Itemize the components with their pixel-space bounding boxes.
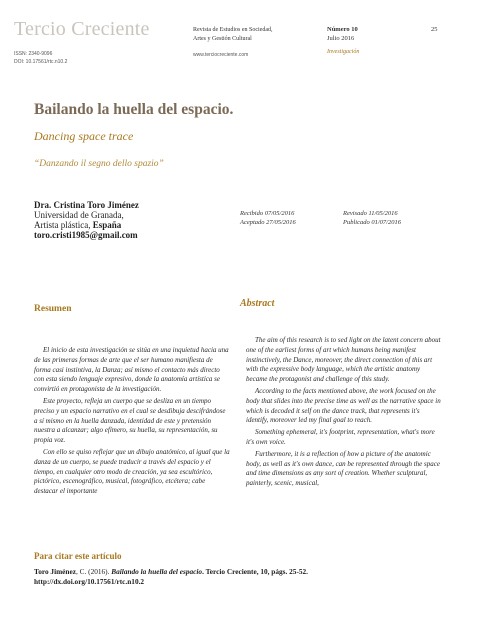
abstract-paragraph: According to the facts mentioned above, the work focused on the body that slides into the precise time as well as the narrative space in which is decoded it self on the dance track, that represents it's identify, moreover led my final goal to reach. <box>246 386 441 425</box>
journal-subtitle <box>193 26 273 43</box>
journal-identifiers <box>14 50 67 66</box>
issn: ISSN: 2340-9096 <box>14 51 53 57</box>
article-title-en: Dancing space trace <box>34 129 134 143</box>
citation-rest: . Tercio Creciente, 10, págs. 25-52. <box>202 567 308 576</box>
date-published: Publicado 01/07/2016 <box>343 219 401 226</box>
resumen-paragraph: El inicio de esta investigación se sitúa en una inquietud hacia una de las primeras formas de arte que el ser humano manifiesta de forma casi instintiva, la Danza; así mismo el contacto más directo con esta siendo lenguaje expresivo, donde la anatomía artística se convirtió en protagonista de la investigación. <box>34 346 229 394</box>
author-name: Dra. Cristina Toro Jiménez <box>34 200 139 210</box>
abstract-paragraph: Furthermore, it is a reflection of how a picture of the anatomic body, as well as it's own dance, can be represented through the space and time dimensions as any sort of creation. Whether sculptural, painterly, scenic, musical, <box>246 449 440 488</box>
resumen-paragraph: Este proyecto, refleja un cuerpo que se desliza en un tiempo preciso y un espacio narrativo en el cual se desdibuja descifrándose a sí mismo en la huella danzada, identidad de este y pretensión nuestra a alcanzar; algo efímero, su huella, su representación, su propia voz. <box>34 396 226 445</box>
author-role: Artista plástica, <box>34 220 91 230</box>
author-email[interactable]: toro.cristi1985@gmail.com <box>34 230 138 240</box>
author-university: Universidad de Granada, <box>34 210 124 220</box>
issue-number: Número 10 <box>327 26 358 33</box>
issue-info <box>327 26 358 43</box>
author-role-line <box>34 220 139 230</box>
abstract-body <box>246 336 442 491</box>
article-title-it: “Danzando il segno dello spazio” <box>34 159 164 169</box>
date-accepted: Aceptado 27/05/2016 <box>240 219 296 226</box>
date-revised: Revisado 11/05/2016 <box>343 210 398 217</box>
resumen-body <box>34 346 230 499</box>
citation-text <box>34 567 454 587</box>
subtitle-line-2: Artes y Gestión Cultural <box>193 35 252 42</box>
date-received: Recibido 07/05/2016 <box>240 210 295 217</box>
citation-doi-link[interactable]: http://dx.doi.org/10.17561/rtc.n10.2 <box>34 577 145 586</box>
abstract-paragraph: The aim of this research is to sed light on the latent concern about one of the earliest forms of art which humans being manifest instinctively, the Dance, moreover, the direct connection of this art with the expressive body language, which the artistic anatomy became the protagonist and challenge of this study. <box>246 336 441 384</box>
page-number: 25 <box>431 26 438 33</box>
citation-author-rest: , C. (2016). <box>75 567 112 576</box>
citation-title: Bailando la huella del espacio <box>111 567 203 576</box>
author-block <box>34 200 139 240</box>
subtitle-line-1: Revista de Estudios en Sociedad, <box>193 27 273 33</box>
journal-url[interactable]: www.terciocreciente.com <box>193 52 249 58</box>
article-title-es: Bailando la huella del espacio. <box>34 101 234 118</box>
resumen-heading: Resumen <box>34 304 72 314</box>
doi: DOI: 10.17561/rtc.n10.2 <box>14 59 68 65</box>
section-label: Investigación <box>327 49 360 55</box>
citation-heading: Para citar este artículo <box>34 551 122 561</box>
citation-author: Toro Jiménez <box>34 567 76 576</box>
abstract-heading: Abstract <box>240 298 275 309</box>
abstract-paragraph: Something ephemeral, it's footprint, representation, what's more it's own voice. <box>246 428 435 446</box>
author-country: España <box>92 220 122 230</box>
journal-logo: Tercio Creciente <box>14 18 150 40</box>
issue-date: Julio 2016 <box>327 34 355 42</box>
resumen-paragraph: Con ello se quiso reflejar que un dibujo anatómico, al igual que la danza de un cuerpo, se puede traducir a través del espacio y el tiempo, en cualquier otro modo de creación, ya sea escultórico, pictórico, escenográfico, musical, fotográfico, etcétera; cabe destacar el importante <box>34 447 230 496</box>
